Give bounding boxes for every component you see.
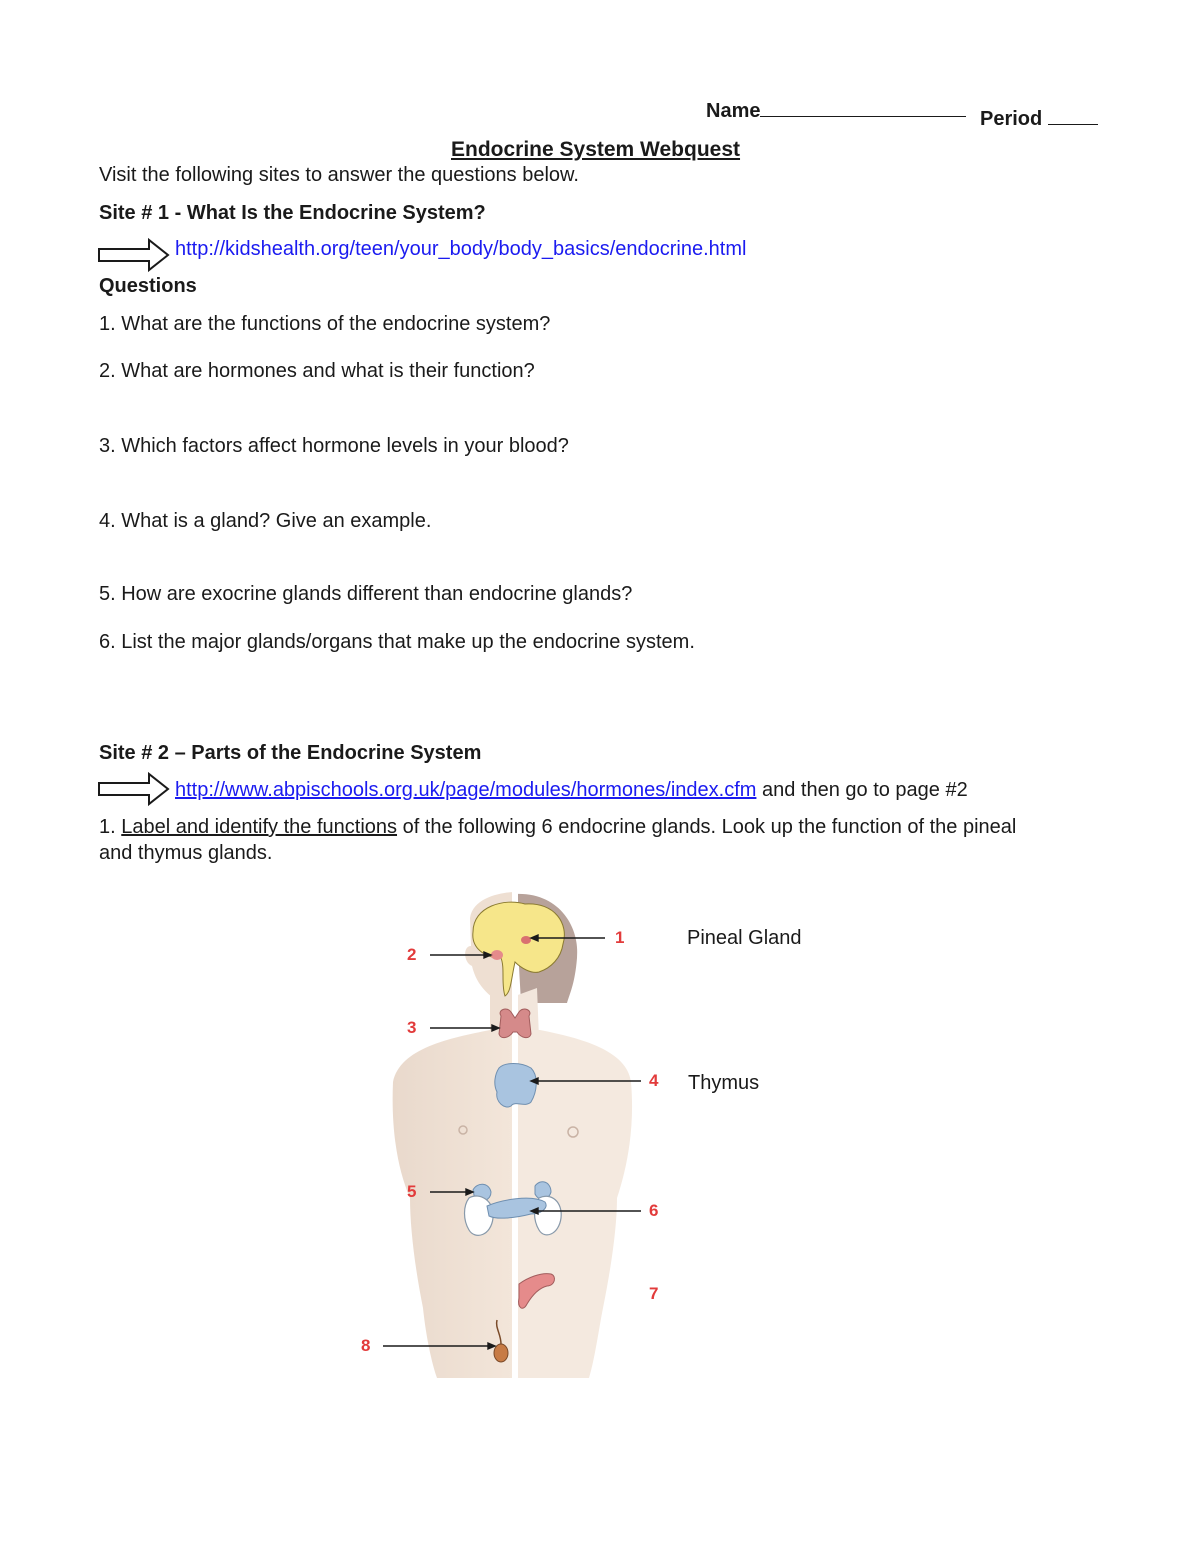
period-field[interactable] <box>980 108 1098 131</box>
page-title: Endocrine System Webquest <box>451 138 741 161</box>
task-number: 1. <box>99 816 122 838</box>
site2-task-line1 <box>99 816 1016 839</box>
period-label: Period <box>980 108 1043 130</box>
pituitary-gland <box>491 950 503 960</box>
question-1: 1. What are the functions of the endocrine system? <box>99 313 551 335</box>
name-blank[interactable] <box>760 116 966 117</box>
question-2: 2. What are hormones and what is their function? <box>99 360 535 382</box>
label-6: 6 <box>649 1201 659 1220</box>
site2-link[interactable]: http://www.abpischools.org.uk/page/modules/hormones/index.cfm <box>175 779 757 801</box>
question-3: 3. Which factors affect hormone levels in your blood? <box>99 435 569 457</box>
site2-link-line <box>175 779 968 802</box>
task-rest: of the following 6 endocrine glands. Look up the function of the pineal <box>397 816 1017 838</box>
site1-heading: Site # 1 - What Is the Endocrine System? <box>99 202 486 224</box>
endocrine-body-diagram <box>355 888 675 1384</box>
site1-link[interactable]: http://kidshealth.org/teen/your_body/body_basics/endocrine.html <box>175 238 747 260</box>
period-blank[interactable] <box>1048 124 1098 125</box>
label-8: 8 <box>361 1336 371 1355</box>
pineal-gland <box>521 936 531 944</box>
questions-heading: Questions <box>99 275 197 297</box>
label-5: 5 <box>407 1182 417 1201</box>
label-3: 3 <box>407 1018 417 1037</box>
question-5: 5. How are exocrine glands different than endocrine glands? <box>99 583 633 605</box>
question-6: 6. List the major glands/organs that make up the endocrine system. <box>99 631 695 653</box>
question-4: 4. What is a gland? Give an example. <box>99 510 432 532</box>
site2-link-suffix: and then go to page #2 <box>756 779 968 801</box>
label-1: 1 <box>615 928 625 947</box>
thymus-gland <box>495 1064 536 1108</box>
label-2: 2 <box>407 945 417 964</box>
site2-heading: Site # 2 – Parts of the Endocrine System <box>99 742 482 764</box>
testis <box>494 1344 508 1362</box>
intro-text: Visit the following sites to answer the questions below. <box>99 164 579 186</box>
thymus-label: Thymus <box>688 1072 760 1094</box>
label-4: 4 <box>649 1071 659 1090</box>
name-field[interactable] <box>706 100 966 123</box>
right-arrow-icon <box>97 237 171 273</box>
site2-task-line2: and thymus glands. <box>99 842 273 864</box>
task-underlined: Label and identify the functions <box>121 816 398 838</box>
pineal-gland-label: Pineal Gland <box>687 927 802 949</box>
right-arrow-icon <box>97 771 171 807</box>
label-7: 7 <box>649 1284 659 1303</box>
name-label: Name <box>706 100 761 122</box>
